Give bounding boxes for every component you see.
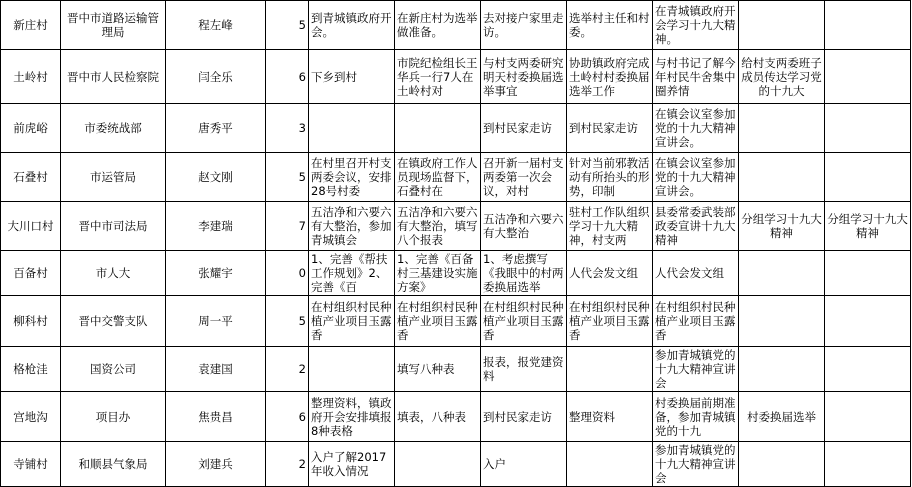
days-count-cell[interactable] [266,153,309,202]
work-note-cell-text: 村委换届选举 [747,409,816,424]
person-cell-text: 赵文刚 [198,170,233,184]
work-note-cell-text: 在镇会议室参加党的十九大精神宣讲会。 [655,156,736,198]
village-cell-text: 土岭村 [13,69,48,84]
work-note-cell[interactable] [739,296,825,347]
work-note-cell[interactable] [395,202,481,251]
work-note-cell-text: 县委常委武装部政委宣讲十九大精神 [655,205,736,247]
days-count-cell-text: 6 [298,69,306,84]
table-row [1,153,911,202]
person-cell-text: 程左峰 [198,18,233,32]
table-row [1,202,911,251]
work-note-cell[interactable] [567,296,653,347]
work-note-cell[interactable] [567,392,653,442]
table-row [1,1,911,50]
work-note-cell[interactable] [481,1,567,50]
work-note-cell[interactable] [825,251,911,296]
unit-cell[interactable] [61,153,166,202]
days-count-cell-text: 3 [298,121,306,135]
table-body [1,1,911,487]
work-note-cell[interactable] [481,153,567,202]
person-cell[interactable] [166,202,266,251]
work-note-cell[interactable] [825,442,911,487]
work-note-cell-text: 召开新一届村支两委第一次会议，对村 [483,156,564,198]
work-note-cell-text: 五洁净和六要六有大整治，参加青城镇会 [311,205,392,247]
village-cell[interactable] [1,153,61,202]
person-cell[interactable] [166,251,266,296]
table-row [1,104,911,153]
work-note-cell[interactable] [567,104,653,153]
village-cell-text: 石叠村 [13,170,48,184]
unit-cell-text: 市运管局 [90,170,136,184]
village-cell-text: 寺铺村 [13,457,48,471]
days-count-cell[interactable] [266,251,309,296]
work-note-cell[interactable] [825,153,911,202]
work-note-cell-text: 分组学习十九大精神 [741,212,822,240]
unit-cell-text: 市委统战部 [84,121,142,135]
village-cell[interactable] [1,1,61,50]
days-count-cell-text: 7 [298,219,306,233]
days-count-cell-text: 5 [298,18,306,32]
work-note-cell-text: 与村书记了解今年村民牛舍集中圈养情 [655,55,736,98]
unit-cell-text: 和顺县气象局 [78,457,148,471]
unit-cell-text: 市人大 [95,266,131,280]
village-cell[interactable] [1,104,61,153]
work-note-cell[interactable] [395,296,481,347]
work-note-cell-text: 与村支两委研究明天村委换届选举事宜 [483,55,564,98]
unit-cell[interactable] [61,1,166,50]
work-note-cell[interactable] [395,442,481,487]
days-count-cell-text: 5 [298,314,306,328]
person-cell[interactable] [166,442,266,487]
village-cell[interactable] [1,347,61,392]
village-cell-text: 百备村 [13,266,48,280]
work-note-cell-text: 在村组织村民种植产业项目玉露香 [397,300,478,342]
work-note-cell[interactable] [481,50,567,104]
person-cell-text: 李建瑞 [198,219,233,233]
work-note-cell-text: 在村组织村民种植产业项目玉露香 [483,300,564,342]
village-cell-text: 柳科村 [13,314,48,328]
work-note-cell-text: 在村组织村民种植产业项目玉露香 [569,300,650,342]
work-note-cell-text: 去对接户家里走访。 [483,11,564,39]
work-note-cell-text: 在镇政府工作人员现场监督下，石叠村在 [397,156,478,198]
work-note-cell-text: 人代会发文组 [655,266,724,280]
work-note-cell[interactable] [309,442,395,487]
person-cell[interactable] [166,50,266,104]
work-note-cell-text: 到青城镇政府开会。 [311,11,392,39]
days-count-cell-text: 2 [298,362,306,376]
unit-cell-text: 晋中交警支队 [78,314,148,328]
unit-cell-text: 晋中市人民检察院 [67,69,159,84]
person-cell[interactable] [166,392,266,442]
village-cell[interactable] [1,392,61,442]
days-count-cell[interactable] [266,347,309,392]
table-row [1,392,911,442]
work-note-cell[interactable] [567,251,653,296]
unit-cell[interactable] [61,392,166,442]
work-note-cell[interactable] [395,50,481,104]
work-note-cell-text: 参加青城镇党的十九大精神宣讲会 [655,348,736,390]
work-note-cell[interactable] [481,104,567,153]
work-note-cell-text: 村委换届前期准备，参加青城镇党的十九 [655,395,736,438]
table-row [1,50,911,104]
work-note-cell[interactable] [739,251,825,296]
work-note-cell[interactable] [739,347,825,392]
work-note-cell[interactable] [825,392,911,442]
unit-cell[interactable] [61,50,166,104]
person-cell[interactable] [166,153,266,202]
days-count-cell-text: 6 [298,409,306,424]
work-note-cell-text: 1、完善《百备村三基建设实施方案》 [397,252,478,294]
days-count-cell[interactable] [266,1,309,50]
work-note-cell[interactable] [739,442,825,487]
village-cell[interactable] [1,50,61,104]
unit-cell[interactable] [61,442,166,487]
work-note-cell-text: 下乡到村 [311,69,357,84]
work-note-cell-text: 在村组织村民种植产业项目玉露香 [655,300,736,342]
work-note-cell-text: 选举村主任和村委。 [569,11,650,39]
work-note-cell[interactable] [739,153,825,202]
work-note-cell[interactable] [309,202,395,251]
work-note-cell[interactable] [739,202,825,251]
unit-cell[interactable] [61,104,166,153]
work-note-cell-text: 在青城镇政府开会学习十九大精神。 [655,4,736,46]
work-note-cell[interactable] [309,296,395,347]
work-note-cell[interactable] [395,347,481,392]
work-note-cell[interactable] [653,153,739,202]
work-note-cell-text: 1、完善《帮扶工作规划》2、完善《百 [311,252,388,294]
work-note-cell-text: 整理资料，镇政府开会安排填报8种表格 [311,395,392,438]
unit-cell[interactable] [61,202,166,251]
work-note-cell-text: 在村组织村民种植产业项目玉露香 [311,300,392,342]
days-count-cell[interactable] [266,392,309,442]
work-note-cell[interactable] [653,442,739,487]
work-note-cell[interactable] [481,442,567,487]
person-cell[interactable] [166,296,266,347]
village-cell[interactable] [1,202,61,251]
table-row [1,442,911,487]
work-note-cell-text: 到村民家走访 [483,121,552,135]
days-count-cell[interactable] [266,442,309,487]
work-note-cell[interactable] [481,202,567,251]
work-note-cell[interactable] [739,104,825,153]
work-note-cell[interactable] [653,251,739,296]
village-cell-text: 格枪洼 [13,362,48,376]
work-note-cell-text: 报表，报党建资料 [483,355,564,383]
village-cell-text: 新庄村 [13,18,48,32]
days-count-cell[interactable] [266,296,309,347]
work-note-cell-text: 入户了解2017年收入情况 [311,450,387,478]
unit-cell-text: 晋中市道路运输管理局 [67,11,159,39]
days-count-cell-text: 2 [298,457,306,471]
table-row [1,251,911,296]
work-note-cell-text: 填表，八种表 [397,409,466,424]
work-note-cell-text: 到村民家走访 [483,409,552,424]
work-note-cell-text: 在镇会议室参加党的十九大精神宣讲会。 [655,107,736,149]
work-note-cell[interactable] [309,1,395,50]
work-note-cell[interactable] [309,153,395,202]
work-note-cell[interactable] [739,1,825,50]
work-note-cell[interactable] [653,392,739,442]
work-note-cell[interactable] [653,104,739,153]
work-note-cell[interactable] [653,202,739,251]
work-note-cell[interactable] [825,1,911,50]
work-note-cell-text: 市院纪检组长王华兵一行7人在土岭村对 [397,55,478,98]
village-cell[interactable] [1,296,61,347]
work-note-cell[interactable] [653,296,739,347]
person-cell-text: 袁建国 [198,362,233,376]
person-cell-text: 刘建兵 [198,457,233,471]
work-note-cell[interactable] [825,296,911,347]
work-note-cell[interactable] [395,392,481,442]
person-cell-text: 唐秀平 [198,121,233,135]
work-note-cell[interactable] [567,442,653,487]
days-count-cell[interactable] [266,50,309,104]
village-cell-text: 前虎峪 [13,121,48,135]
work-note-cell[interactable] [395,251,481,296]
work-note-cell[interactable] [481,251,567,296]
work-note-cell[interactable] [309,251,395,296]
work-note-cell[interactable] [481,347,567,392]
work-note-cell-text: 参加青城镇党的十九大精神宣讲会 [655,443,736,485]
work-note-cell[interactable] [567,153,653,202]
work-note-cell-text: 在村里召开村支两委会议，安排28号村委 [311,156,392,198]
work-note-cell-text: 人代会发文组 [569,266,638,280]
work-note-cell-text: 协助镇政府完成土岭村村委换届选举工作 [569,55,650,98]
person-cell-text: 闫全乐 [198,69,233,84]
work-note-cell-text: 整理资料 [569,409,615,424]
work-note-cell-text: 给村支两委班子成员传达学习党的十九大 [741,55,822,98]
work-note-cell[interactable] [653,1,739,50]
work-note-cell[interactable] [825,347,911,392]
work-note-cell-text: 分组学习十九大精神 [827,212,908,240]
person-cell[interactable] [166,1,266,50]
work-note-cell-text: 在新庄村为选举做准备。 [397,11,478,39]
work-note-cell[interactable] [825,50,911,104]
person-cell[interactable] [166,347,266,392]
person-cell-text: 焦贵昌 [198,409,233,424]
work-note-cell[interactable] [739,392,825,442]
work-note-cell[interactable] [309,50,395,104]
village-cell[interactable] [1,251,61,296]
days-count-cell-text: 5 [298,170,306,184]
work-note-cell[interactable] [481,392,567,442]
village-cell-text: 大川口村 [7,219,54,233]
work-note-cell[interactable] [567,1,653,50]
work-note-cell-text: 驻村工作队组织学习十九大精神，村支两 [569,205,650,247]
unit-cell[interactable] [61,296,166,347]
unit-cell-text: 项目办 [95,409,131,424]
work-note-cell-text: 1、考虑撰写《我眼中的村两委换届选举 [483,252,564,294]
work-note-cell[interactable] [567,347,653,392]
days-count-cell-text: 0 [298,266,306,280]
work-note-cell[interactable] [567,202,653,251]
work-note-cell-text: 针对当前邪教活动有所抬头的形势，印制 [569,156,650,198]
unit-cell[interactable] [61,251,166,296]
work-note-cell-text: 入户 [483,457,506,471]
work-note-cell[interactable] [653,347,739,392]
days-count-cell[interactable] [266,104,309,153]
work-note-cell[interactable] [481,296,567,347]
work-note-cell[interactable] [567,50,653,104]
work-note-cell[interactable] [739,50,825,104]
table-row [1,347,911,392]
work-note-cell[interactable] [395,153,481,202]
work-note-cell[interactable] [309,392,395,442]
work-note-cell[interactable] [309,104,395,153]
person-cell-text: 周一平 [198,314,233,328]
work-note-cell[interactable] [395,1,481,50]
table-row [1,296,911,347]
person-cell[interactable] [166,104,266,153]
unit-cell[interactable] [61,347,166,392]
work-note-cell-text: 五洁净和六要六有大整治 [483,212,564,240]
village-cell-text: 宫地沟 [13,409,48,424]
days-count-cell[interactable] [266,202,309,251]
work-note-cell[interactable] [395,104,481,153]
work-note-cell-text: 填写八种表 [397,362,455,376]
work-note-cell-text: 到村民家走访 [569,121,638,135]
work-note-cell-text: 五洁净和六要六有大整治，填写八个报表 [397,205,478,247]
work-note-cell[interactable] [825,104,911,153]
village-cell[interactable] [1,442,61,487]
work-note-cell[interactable] [825,202,911,251]
unit-cell-text: 晋中市司法局 [78,219,148,233]
unit-cell-text: 国资公司 [90,362,136,376]
work-note-cell[interactable] [653,50,739,104]
work-note-cell[interactable] [309,347,395,392]
person-cell-text: 张耀宇 [198,266,233,280]
